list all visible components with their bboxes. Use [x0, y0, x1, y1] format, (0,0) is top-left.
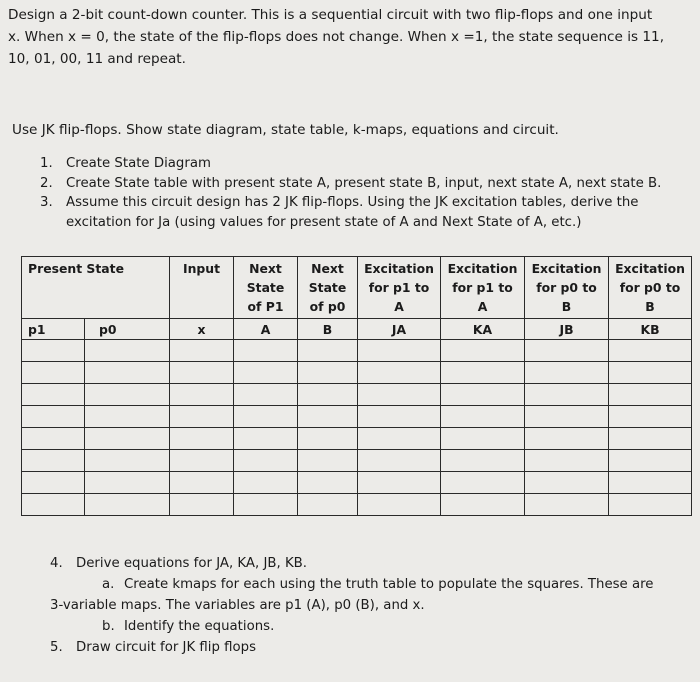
table-cell	[525, 428, 609, 450]
step-4	[50, 553, 690, 574]
table-cell	[170, 450, 234, 472]
sub-x: x	[170, 319, 234, 340]
use-jk-instruction: Use JK flip-flops. Show state diagram, state table, k-maps, equations and circuit.	[12, 122, 559, 138]
table-cell	[85, 340, 170, 362]
table-cell	[234, 472, 298, 494]
table-cell	[298, 406, 358, 428]
hdr-line: A	[477, 299, 488, 314]
remaining-steps	[50, 553, 690, 658]
hdr-line: B	[561, 299, 572, 314]
substep-text: Create kmaps for each using the truth table to populate the squares. These are	[124, 577, 654, 592]
hdr-line: for p0 to	[619, 280, 681, 295]
table-cell	[234, 384, 298, 406]
hdr-line: for p1 to	[452, 280, 513, 295]
table-cell	[609, 362, 692, 384]
header-ja	[358, 257, 441, 319]
table-cell	[85, 472, 170, 494]
hdr-line: A	[394, 299, 404, 314]
hdr-line: Next	[311, 261, 344, 276]
step-1	[40, 154, 690, 174]
table-cell	[358, 494, 441, 516]
step-5	[50, 637, 690, 658]
table-row	[22, 384, 692, 406]
substep-label: a.	[102, 577, 115, 592]
table-cell	[441, 406, 525, 428]
table-cell	[525, 472, 609, 494]
table-cell	[85, 406, 170, 428]
table-row	[22, 362, 692, 384]
hdr-line: State	[308, 280, 347, 295]
table-cell	[22, 472, 85, 494]
substep-text-cont: 3-variable maps. The variables are p1 (A), p0 (B), and x.	[50, 598, 425, 613]
table-cell	[358, 340, 441, 362]
table-cell	[525, 362, 609, 384]
hdr-line: for p0 to	[536, 280, 597, 295]
header-next-a	[234, 257, 298, 319]
table-cell	[525, 340, 609, 362]
table-row	[22, 450, 692, 472]
hdr-line: of P1	[247, 299, 284, 314]
sub-p1: p1	[22, 319, 85, 340]
table-cell	[170, 428, 234, 450]
header-kb	[609, 257, 692, 319]
table-cell	[609, 406, 692, 428]
step-text: Create State Diagram	[66, 156, 211, 171]
step-number: 3.	[40, 195, 53, 210]
step-4a	[50, 574, 690, 595]
table-cell	[441, 428, 525, 450]
hdr-line: State	[246, 280, 285, 295]
table-cell	[441, 340, 525, 362]
table-cell	[22, 340, 85, 362]
table-cell	[298, 428, 358, 450]
step-number: 1.	[40, 156, 53, 171]
sub-a: A	[234, 319, 298, 340]
table-row	[22, 406, 692, 428]
sub-jb: JB	[525, 319, 609, 340]
table-cell	[170, 406, 234, 428]
step-3	[40, 193, 690, 232]
table-cell	[22, 384, 85, 406]
table-cell	[441, 384, 525, 406]
table-cell	[234, 406, 298, 428]
header-ka	[441, 257, 525, 319]
table-cell	[85, 450, 170, 472]
table-cell	[609, 428, 692, 450]
header-jb	[525, 257, 609, 319]
hdr-line: for p1 to	[368, 280, 430, 295]
table-cell	[298, 472, 358, 494]
table-cell	[85, 494, 170, 516]
table-cell	[22, 362, 85, 384]
table-cell	[170, 472, 234, 494]
table-cell	[22, 428, 85, 450]
step-number: 4.	[50, 556, 63, 571]
intro-line-1: Design a 2-bit count-down counter. This is a sequential circuit with two flip-flops and one input	[8, 7, 653, 23]
table-cell	[358, 384, 441, 406]
table-cell	[441, 450, 525, 472]
table-cell	[358, 472, 441, 494]
hdr-line: Excitation	[364, 261, 434, 276]
header-input: Input	[170, 257, 234, 319]
table-cell	[85, 428, 170, 450]
step-number: 2.	[40, 175, 53, 191]
step-text: Create State table with present state A, present state B, input, next state A, next state B.	[66, 175, 662, 191]
intro-line-2: x. When x = 0, the state of the flip-flops does not change. When x =1, the state sequence is 11,	[8, 29, 665, 45]
table-cell	[22, 494, 85, 516]
table-row	[22, 428, 692, 450]
sub-p0: p0	[85, 319, 170, 340]
hdr-line: Excitation	[447, 261, 518, 276]
table-cell	[358, 406, 441, 428]
table-cell	[609, 450, 692, 472]
table-cell	[234, 362, 298, 384]
hdr-line: of p0	[309, 299, 346, 314]
state-table	[21, 256, 692, 516]
problem-intro	[8, 4, 694, 70]
table-cell	[85, 362, 170, 384]
table-cell	[170, 494, 234, 516]
table-cell	[22, 450, 85, 472]
step-number: 5.	[50, 640, 63, 655]
table-cell	[298, 450, 358, 472]
steps-list	[40, 154, 690, 232]
sub-ja: JA	[358, 319, 441, 340]
table-cell	[358, 428, 441, 450]
table-cell	[609, 384, 692, 406]
table-cell	[170, 384, 234, 406]
table-row	[22, 472, 692, 494]
substep-text: Identify the equations.	[124, 619, 275, 634]
table-cell	[298, 362, 358, 384]
table-cell	[358, 450, 441, 472]
table-cell	[525, 384, 609, 406]
table-cell	[298, 384, 358, 406]
table-cell	[441, 472, 525, 494]
table-cell	[525, 494, 609, 516]
table-cell	[170, 340, 234, 362]
table-cell	[85, 384, 170, 406]
step-text: Draw circuit for JK flip flops	[76, 640, 257, 655]
hdr-line: Excitation	[531, 261, 602, 276]
hdr-line: B	[645, 299, 655, 314]
hdr-line: Next	[249, 261, 282, 276]
header-present-state: Present State	[22, 257, 170, 319]
table-cell	[609, 494, 692, 516]
step-2	[40, 174, 690, 194]
sub-ka: KA	[441, 319, 525, 340]
table-cell	[525, 450, 609, 472]
table-cell	[441, 362, 525, 384]
table-row	[22, 340, 692, 362]
table-body	[22, 340, 692, 516]
table-cell	[234, 494, 298, 516]
table-cell	[170, 362, 234, 384]
step-text: Assume this circuit design has 2 JK flip-flops. Using the JK excitation tables, derive the	[66, 195, 639, 210]
step-text-cont: excitation for Ja (using values for present state of A and Next State of A, etc.)	[66, 214, 582, 230]
hdr-line: Excitation	[615, 261, 685, 276]
table-cell	[609, 472, 692, 494]
step-text: Derive equations for JA, KA, JB, KB.	[76, 556, 308, 571]
intro-line-3: 10, 01, 00, 11 and repeat.	[8, 51, 186, 67]
header-next-b	[298, 257, 358, 319]
sub-b: B	[298, 319, 358, 340]
table-cell	[298, 340, 358, 362]
table-cell	[298, 494, 358, 516]
table-cell	[234, 340, 298, 362]
table-cell	[234, 428, 298, 450]
table-cell	[234, 450, 298, 472]
table-cell	[441, 494, 525, 516]
step-4a-cont	[50, 595, 690, 616]
table-cell	[358, 362, 441, 384]
table-cell	[609, 340, 692, 362]
substep-label: b.	[102, 619, 115, 634]
sub-kb: KB	[609, 319, 692, 340]
table-cell	[22, 406, 85, 428]
step-4b	[50, 616, 690, 637]
table-cell	[525, 406, 609, 428]
table-row	[22, 494, 692, 516]
